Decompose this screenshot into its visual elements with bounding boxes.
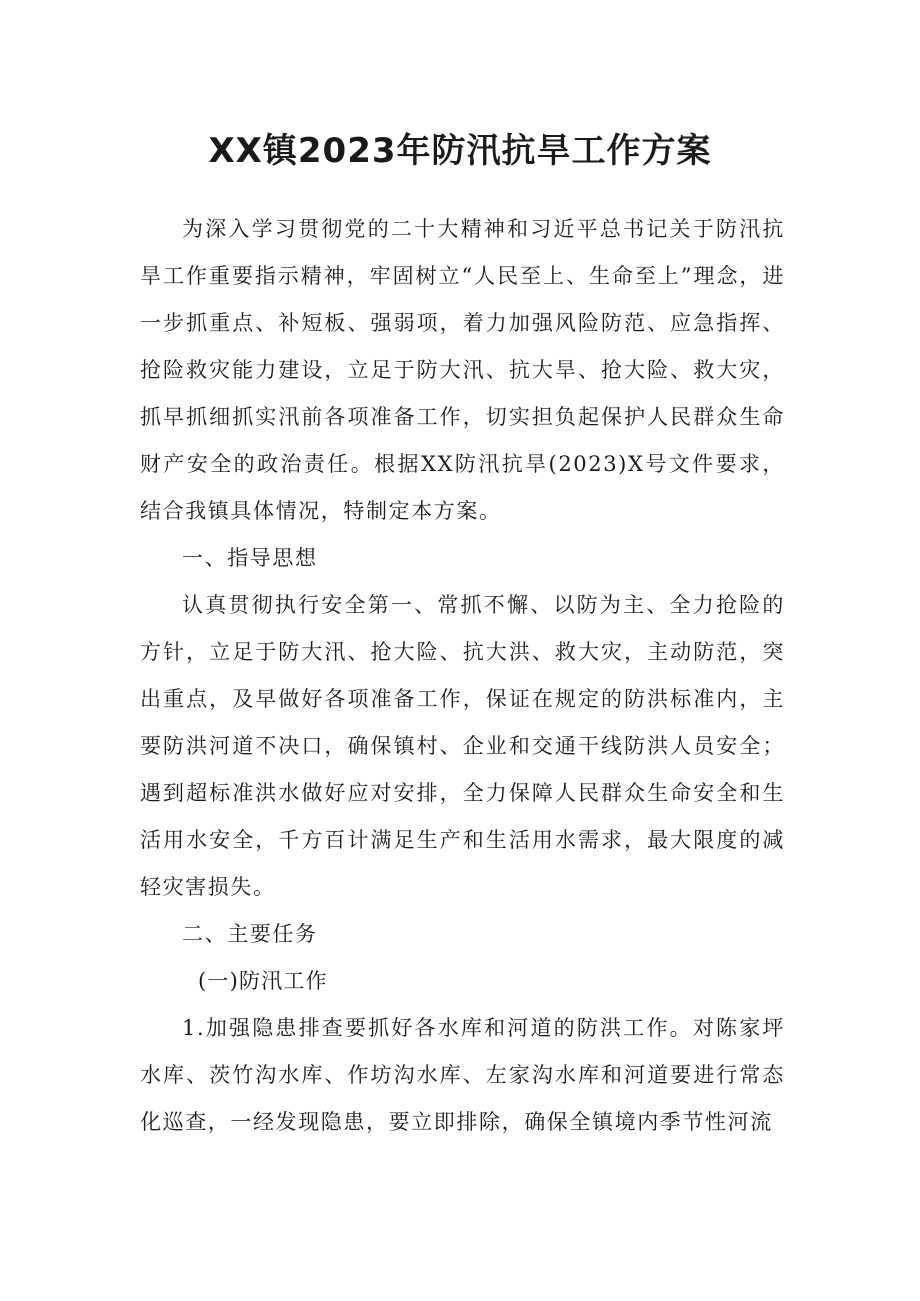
section-heading-main-tasks: 二、主要任务 — [182, 922, 318, 946]
intro-paragraph: 为深入学习贯彻党的二十大精神和习近平总书记关于防汛抗旱工作重要指示精神，牢固树立“人民至上、生命至上”理念，进一步抓重点、补短板、强弱项，着力加强风险防范、应急指挥、抢险救灾能力建设，立足于防大汛、抗大旱、抢大险、救大灾，抓早抓细抓实汛前各项准备工作，切实担负起保护人民群众生命财产安全的政治责任。根据XX防汛抗旱(2023)X号文件要求，结合我镇具体情况，特制定本方案。 — [140, 217, 785, 523]
document-body — [140, 206, 785, 1146]
document-title: XX镇2023年防汛抗旱工作方案 — [208, 131, 712, 171]
guiding-ideology-paragraph: 认真贯彻执行安全第一、常抓不懈、以防为主、全力抢险的方针，立足于防大汛、抢大险、抗大洪、救大灾，主动防范，突出重点，及早做好各项准备工作，保证在规定的防洪标准内，主要防洪河道不决口，确保镇村、企业和交通干线防洪人员安全；遇到超标准洪水做好应对安排，全力保障人民群众生命安全和生活用水安全，千方百计满足生产和生活用水需求，最大限度的减轻灾害损失。 — [140, 593, 785, 899]
subsection-heading-flood-control: (一)防汛工作 — [198, 969, 328, 993]
section-heading-guiding-ideology: 一、指导思想 — [182, 546, 318, 570]
item-1-paragraph: 1.加强隐患排查要抓好各水库和河道的防洪工作。对陈家坪水库、茨竹沟水库、作坊沟水库、左家沟水库和河道要进行常态化巡查，一经发现隐患，要立即排除，确保全镇境内季节性河流 — [140, 1016, 785, 1134]
